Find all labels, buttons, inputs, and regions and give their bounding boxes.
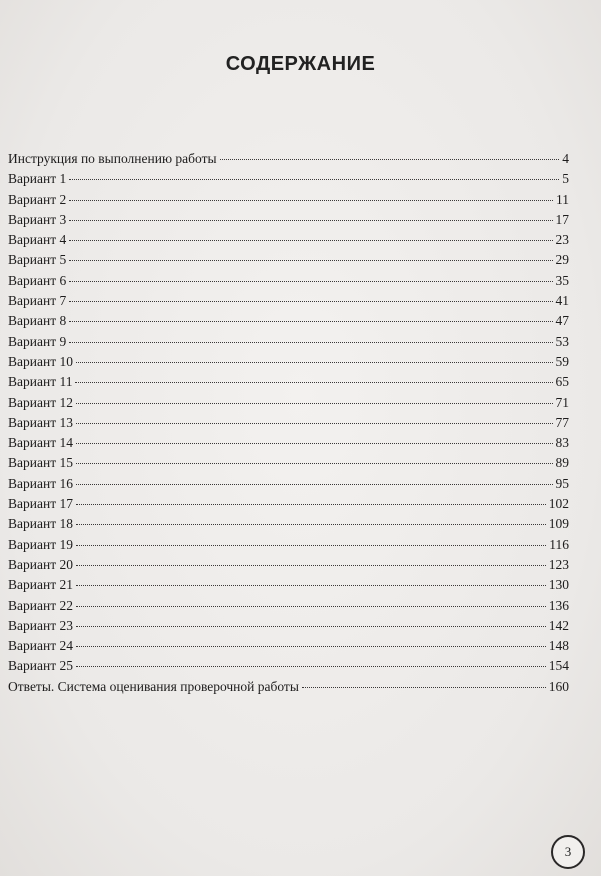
toc-entry-label: Вариант 14 <box>8 435 73 451</box>
toc-entry-label: Вариант 24 <box>8 638 73 654</box>
toc-entry-label: Вариант 17 <box>8 496 73 512</box>
toc-entry-label: Вариант 1 <box>8 171 67 187</box>
dot-leader <box>69 300 552 302</box>
toc-entry <box>8 677 569 697</box>
toc-entry-page: 77 <box>555 414 569 430</box>
dot-leader <box>69 280 552 282</box>
toc-entry-page: 102 <box>548 496 569 512</box>
toc-entry-page: 59 <box>555 353 569 369</box>
toc-entry-label: Вариант 7 <box>8 293 67 309</box>
toc-entry-label: Вариант 20 <box>8 556 73 572</box>
toc-entry <box>8 271 569 291</box>
toc-entry-page: 11 <box>556 191 569 207</box>
toc-entry-page: 109 <box>548 516 569 532</box>
toc-entry <box>8 636 569 656</box>
dot-leader <box>69 259 552 261</box>
dot-leader <box>76 584 546 586</box>
toc-entry <box>8 575 569 595</box>
toc-entry <box>8 291 569 311</box>
toc-entry-label: Вариант 8 <box>8 313 67 329</box>
toc-entry-page: 160 <box>548 678 569 694</box>
toc-entry-label: Вариант 10 <box>8 353 73 369</box>
dot-leader <box>76 483 553 485</box>
toc-entry-page: 154 <box>548 658 569 674</box>
toc-entry-page: 29 <box>555 252 569 268</box>
dot-leader <box>69 199 553 201</box>
dot-leader <box>69 239 552 241</box>
dot-leader <box>76 625 546 627</box>
table-of-contents <box>8 149 569 697</box>
toc-entry-page: 23 <box>555 232 569 248</box>
toc-entry-label: Вариант 2 <box>8 191 67 207</box>
toc-entry <box>8 169 569 189</box>
toc-entry <box>8 352 569 372</box>
toc-entry-label: Вариант 6 <box>8 272 67 288</box>
dot-leader <box>76 462 553 464</box>
toc-entry <box>8 250 569 270</box>
dot-leader <box>220 158 560 160</box>
toc-entry <box>8 555 569 575</box>
toc-entry-label: Ответы. Система оценивания проверочной работы <box>8 678 299 694</box>
toc-entry-label: Вариант 3 <box>8 211 67 227</box>
toc-entry-label: Вариант 16 <box>8 475 73 491</box>
toc-entry-page: 65 <box>555 374 569 390</box>
toc-entry <box>8 210 569 230</box>
dot-leader <box>75 381 552 383</box>
toc-entry <box>8 596 569 616</box>
toc-entry-label: Инструкция по выполнению работы <box>8 151 217 166</box>
dot-leader <box>69 178 559 180</box>
dot-leader <box>76 523 546 525</box>
toc-entry-label: Вариант 23 <box>8 617 73 633</box>
toc-entry-page: 35 <box>555 272 569 288</box>
dot-leader <box>76 544 546 546</box>
toc-entry <box>8 190 569 210</box>
toc-entry <box>8 453 569 473</box>
toc-entry-page: 142 <box>548 617 569 633</box>
toc-entry <box>8 514 569 534</box>
toc-entry-page: 71 <box>555 394 569 410</box>
toc-entry <box>8 433 569 453</box>
toc-entry-page: 41 <box>555 293 569 309</box>
dot-leader <box>69 320 552 322</box>
toc-entry-label: Вариант 19 <box>8 536 73 552</box>
dot-leader <box>76 442 553 444</box>
toc-entry-label: Вариант 21 <box>8 577 73 593</box>
toc-entry-label: Вариант 22 <box>8 597 73 613</box>
toc-entry-label: Вариант 18 <box>8 516 73 532</box>
toc-entry-page: 123 <box>548 556 569 572</box>
dot-leader <box>302 686 546 688</box>
toc-entry <box>8 494 569 514</box>
toc-entry-page: 116 <box>549 536 569 552</box>
page-number-badge: 3 <box>551 835 585 869</box>
dot-leader <box>76 503 546 505</box>
dot-leader <box>76 361 553 363</box>
toc-entry-label: Вариант 4 <box>8 232 67 248</box>
dot-leader <box>76 564 546 566</box>
toc-entry-page: 136 <box>548 597 569 613</box>
toc-entry-page: 53 <box>555 333 569 349</box>
toc-entry <box>8 393 569 413</box>
toc-entry <box>8 535 569 555</box>
toc-entry-label: Вариант 13 <box>8 414 73 430</box>
toc-entry-label: Вариант 15 <box>8 455 73 471</box>
dot-leader <box>76 402 553 404</box>
dot-leader <box>76 422 553 424</box>
toc-entry-page: 83 <box>555 435 569 451</box>
toc-entry-label: Вариант 5 <box>8 252 67 268</box>
toc-entry <box>8 311 569 331</box>
toc-entry <box>8 372 569 392</box>
toc-entry <box>8 474 569 494</box>
toc-entry-page: 148 <box>548 638 569 654</box>
toc-entry-page: 5 <box>562 171 569 187</box>
dot-leader <box>69 341 552 343</box>
toc-entry-page: 130 <box>548 577 569 593</box>
toc-entry-label: Вариант 11 <box>8 374 73 390</box>
toc-entry <box>8 332 569 352</box>
dot-leader <box>76 645 546 647</box>
toc-entry-label: Вариант 9 <box>8 333 67 349</box>
page-title: СОДЕРЖАНИЕ <box>225 53 376 75</box>
toc-entry <box>8 656 569 676</box>
toc-entry-label: Вариант 25 <box>8 658 73 674</box>
dot-leader <box>76 605 546 607</box>
dot-leader <box>76 665 546 667</box>
toc-entry <box>8 149 569 169</box>
toc-entry <box>8 230 569 250</box>
toc-entry-label: Вариант 12 <box>8 394 73 410</box>
toc-entry-page: 95 <box>555 475 569 491</box>
toc-entry-page: 47 <box>555 313 569 329</box>
toc-entry-page: 17 <box>555 211 569 227</box>
toc-entry-page: 89 <box>555 455 569 471</box>
toc-entry <box>8 413 569 433</box>
dot-leader <box>69 219 552 221</box>
toc-entry <box>8 616 569 636</box>
toc-entry-page: 4 <box>562 151 569 166</box>
